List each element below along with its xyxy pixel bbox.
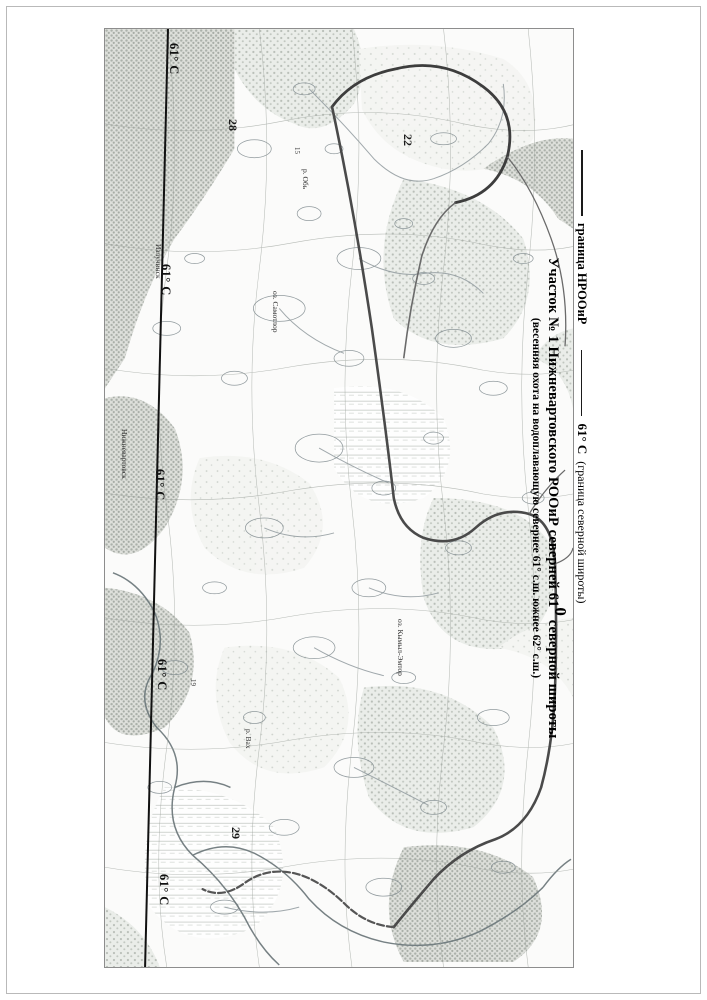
map-label-vakh: р. Вах: [244, 729, 253, 749]
plot-number-28: 28: [226, 119, 240, 131]
latitude-label-3: 61° С: [153, 469, 167, 501]
legend-item-boundary: [575, 150, 590, 324]
title-text-main: Участок № 1 Нижневартовского РООиР северней 61: [545, 257, 562, 608]
latitude-label-1: 61° С: [167, 43, 181, 75]
latitude-label-2: 61° С: [159, 264, 173, 296]
legend-line-swatch-boundary: [581, 150, 583, 216]
latitude-label-4: 61° С: [155, 659, 169, 691]
plot-number-29: 29: [229, 827, 243, 839]
plot-number-22: 22: [401, 134, 415, 146]
legend-item-latitude: [574, 350, 590, 603]
plot-number-19: 19: [189, 679, 197, 686]
plot-number-15: 15: [293, 147, 301, 154]
latitude-label-5: 61° С: [157, 874, 171, 906]
legend-label-boundary: граница НРООиР: [575, 223, 590, 325]
title-text-tail: северной широты: [545, 616, 562, 739]
map-label-ob: р. Обь: [301, 169, 310, 190]
page-subtitle: (весенняя охота на водоплавающую севернее 61° с.ш. южнее 62° с.ш.): [530, 317, 543, 679]
legend-label-latitude: 61° С: [575, 423, 590, 455]
map-label-kymyl-emtor: оз. Кымыл-Эмтор: [396, 619, 405, 676]
map-legend: [552, 150, 612, 840]
map-label-nizhnevartovsk: Нижневартовск: [120, 429, 129, 479]
legend-line-swatch-latitude: [582, 350, 583, 416]
map-label-izluchinsk: Излучинск: [154, 244, 163, 279]
title-degree-symbol: 0: [551, 607, 570, 617]
legend-label-latitude-note: (граница северной широты): [575, 461, 590, 604]
map-label-samotlor: оз. Самотлор: [271, 291, 280, 333]
